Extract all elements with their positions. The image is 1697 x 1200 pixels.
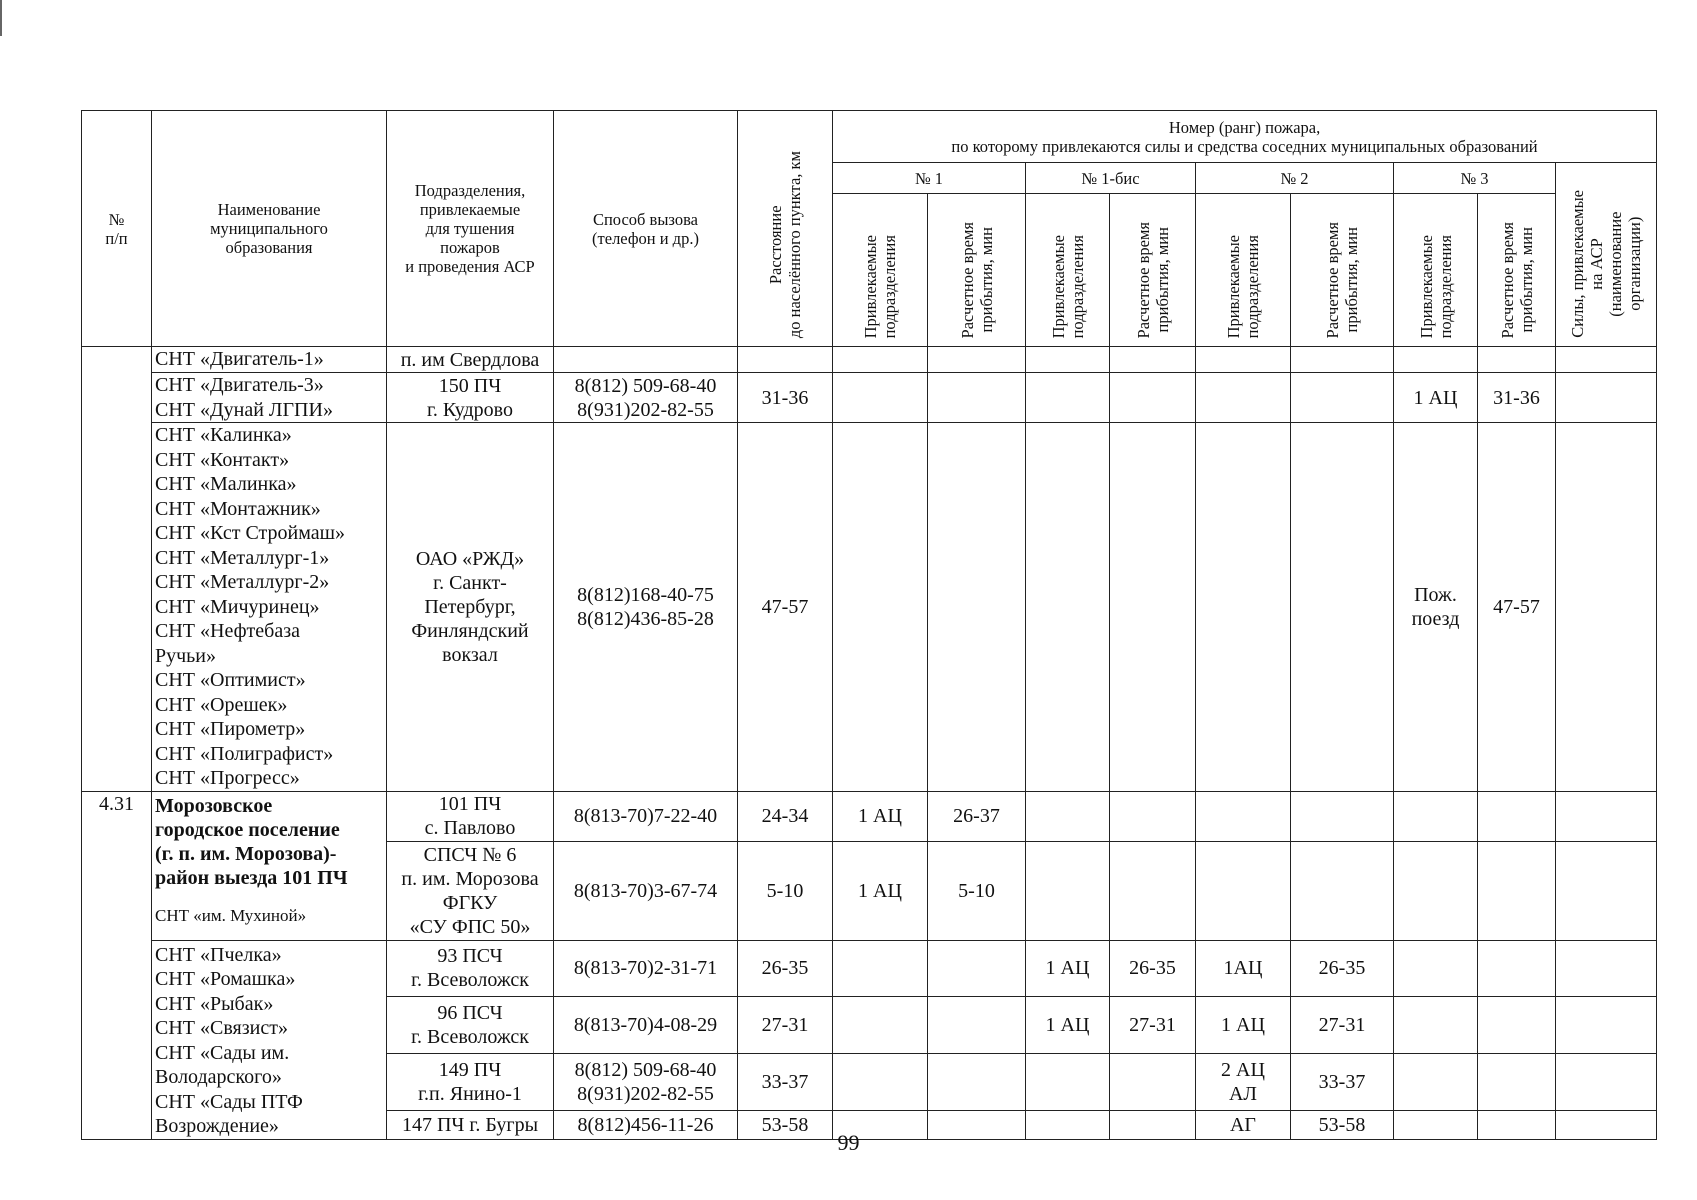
r2-time-cell: 33-37 [1291,1053,1394,1110]
header-municipality: Наименование муниципального образования [152,111,387,347]
phone-cell: 8(813-70)7-22-40 [554,791,738,841]
r2-time-cell: 26-35 [1291,940,1394,997]
header-num: № п/п [82,111,152,347]
r1-units-cell: 1 АЦ [833,791,928,841]
snt-list: СНТ «Пчелка» СНТ «Ромашка» СНТ «Рыбак» СНТ «Связист» СНТ «Сады им. Володарского» СНТ «Сады ПТФ Возрождение» [152,940,387,1139]
r3-time-cell: 31-36 [1478,373,1556,423]
unit-cell: ОАО «РЖД» г. Санкт- Петербург, Финляндский вокзал [387,423,554,792]
distance-cell: 47-57 [738,423,833,792]
header-call-method: Способ вызова (телефон и др.) [554,111,738,347]
r1-units-cell: 1 АЦ [833,841,928,940]
r2-units-cell: АГ [1196,1110,1291,1139]
unit-cell: 93 ПСЧ г. Всеволожск [387,940,554,997]
unit-cell: 150 ПЧ г. Кудрово [387,373,554,423]
header-rank-1: № 1 [833,163,1026,194]
table-row [82,791,1657,841]
header-r2-time: Расчетное время прибытия, мин [1291,194,1394,347]
header-rank-2: № 2 [1196,163,1394,194]
r1-time-cell: 5-10 [928,841,1026,940]
table-row [82,347,1657,373]
header-rank-1bis: № 1-бис [1026,163,1196,194]
table-row [82,423,1657,792]
snt-list: СНТ «Калинка» СНТ «Контакт» СНТ «Малинка» СНТ «Монтажник» СНТ «Кст Строймаш» СНТ «Металлург-1» СНТ «Металлург-2» СНТ «Мичуринец» СНТ «Нефтебаза Ручьи» СНТ «Оптимист» СНТ «Орешек» СНТ «Пирометр» СНТ «Полиграфист» СНТ «Прогресс» [152,423,387,792]
snt-list: СНТ «Двигатель-3» СНТ «Дунай ЛГПИ» [152,373,387,423]
r1b-time-cell: 26-35 [1110,940,1196,997]
header-r1-units: Привлекаемые подразделения [833,194,928,347]
page-number: 99 [837,1130,860,1155]
phone-cell: 8(813-70)4-08-29 [554,997,738,1054]
distance-cell: 31-36 [738,373,833,423]
r1b-units-cell: 1 АЦ [1026,997,1110,1054]
r3-time-cell: 47-57 [1478,423,1556,792]
header-r1b-time: Расчетное время прибытия, мин [1110,194,1196,347]
fire-forces-table [81,110,1657,1140]
unit-cell: 149 ПЧ г.п. Янино-1 [387,1053,554,1110]
unit-cell: 101 ПЧ с. Павлово [387,791,554,841]
phone-cell: 8(812)456-11-26 [554,1110,738,1139]
phone-cell: 8(812) 509-68-40 8(931)202-82-55 [554,1053,738,1110]
r1-time-cell: 26-37 [928,791,1026,841]
phone-cell: 8(813-70)2-31-71 [554,940,738,997]
header-r2-units: Привлекаемые подразделения [1196,194,1291,347]
phone-cell: 8(812) 509-68-40 8(931)202-82-55 [554,373,738,423]
unit-cell: п. им Свердлова [387,347,554,373]
r1b-time-cell: 27-31 [1110,997,1196,1054]
unit-cell: 96 ПСЧ г. Всеволожск [387,997,554,1054]
header-r3-units: Привлекаемые подразделения [1394,194,1478,347]
r1b-units-cell: 1 АЦ [1026,940,1110,997]
header-r1b-units: Привлекаемые подразделения [1026,194,1110,347]
header-units: Подразделения, привлекаемые для тушения пожаров и проведения АСР [387,111,554,347]
distance-cell: 27-31 [738,997,833,1054]
distance-cell: 5-10 [738,841,833,940]
r2-units-cell: 1 АЦ [1196,997,1291,1054]
r3-units-cell: Пож. поезд [1394,423,1478,792]
phone-cell: 8(813-70)3-67-74 [554,841,738,940]
header-r3-time: Расчетное время прибытия, мин [1478,194,1556,347]
r2-time-cell: 27-31 [1291,997,1394,1054]
municipality-name: Морозовское городское поселение (г. п. им. Морозова)- район выезда 101 ПЧ СНТ «им. Мухиной» [152,791,387,940]
r2-units-cell: 1АЦ [1196,940,1291,997]
header-r1-time: Расчетное время прибытия, мин [928,194,1026,347]
r2-units-cell: 2 АЦ АЛ [1196,1053,1291,1110]
snt-name: СНТ «Двигатель-1» [152,347,387,373]
unit-cell: СПСЧ № 6 п. им. Морозова ФГКУ «СУ ФПС 50» [387,841,554,940]
table-row [82,940,1657,997]
r3-units-cell: 1 АЦ [1394,373,1478,423]
scan-margin-mark [0,0,2,36]
header-rank-3: № 3 [1394,163,1556,194]
num-cell: 4.31 [82,791,152,1139]
distance-cell: 53-58 [738,1110,833,1139]
header-distance: Расстояние до населённого пункта, км [738,111,833,347]
table-row [82,373,1657,423]
header-rank-title: Номер (ранг) пожара, по которому привлекаются силы и средства соседних муниципальных образований [833,111,1657,163]
unit-cell: 147 ПЧ г. Бугры [387,1110,554,1139]
distance-cell: 24-34 [738,791,833,841]
distance-cell: 26-35 [738,940,833,997]
distance-cell: 33-37 [738,1053,833,1110]
phone-cell: 8(812)168-40-75 8(812)436-85-28 [554,423,738,792]
r2-time-cell: 53-58 [1291,1110,1394,1139]
num-cell-empty [82,347,152,792]
header-asr-forces: Силы, привлекаемые на АСР (наименование организации) [1556,163,1657,347]
